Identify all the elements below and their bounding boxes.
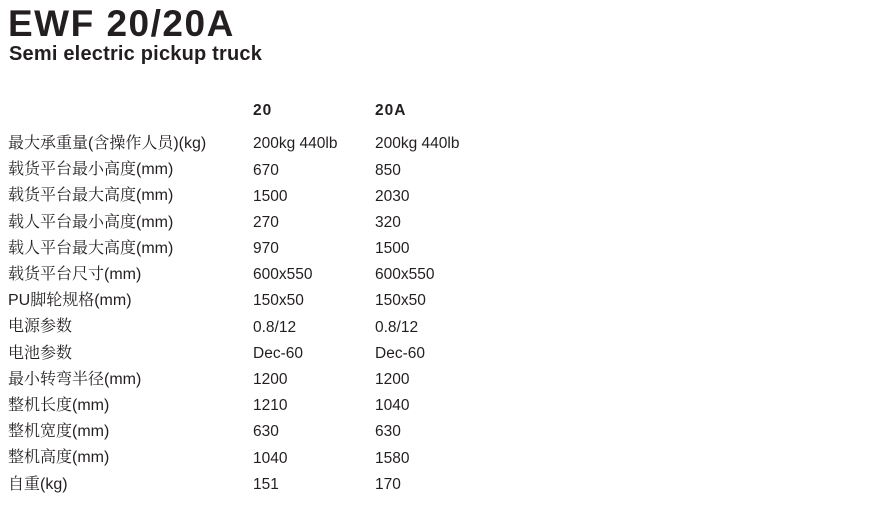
spec-value-20a: 1040 (375, 397, 410, 415)
table-row (8, 131, 568, 157)
spec-label: 电源参数 (8, 318, 73, 336)
spec-value-20: 600x550 (253, 266, 313, 284)
table-row (8, 210, 568, 236)
spec-value-20: 670 (253, 161, 279, 179)
spec-value-20a: 150x50 (375, 292, 426, 310)
table-row (8, 157, 568, 183)
spec-value-20a: 600x550 (375, 266, 435, 284)
table-row (8, 471, 568, 497)
spec-label: 载货平台尺寸(mm) (8, 266, 142, 284)
spec-label: 载货平台最小高度(mm) (8, 161, 174, 179)
spec-value-20a: 1580 (375, 449, 410, 467)
spec-value-20a: 1200 (375, 371, 410, 389)
spec-value-20a: 170 (375, 475, 401, 493)
page-title: EWF 20/20A (8, 3, 235, 44)
spec-label: 载货平台最大高度(mm) (8, 187, 174, 205)
table-row (8, 393, 568, 419)
spec-value-20a: 200kg 440lb (375, 135, 460, 153)
table-row (8, 288, 568, 314)
spec-value-20a: 850 (375, 161, 401, 179)
table-row (8, 236, 568, 262)
spec-value-20a: 630 (375, 423, 401, 441)
spec-value-20: 150x50 (253, 292, 304, 310)
spec-label: 电池参数 (8, 344, 73, 362)
spec-label: 最大承重量(含操作人员)(kg) (8, 135, 207, 153)
spec-value-20: 151 (253, 475, 279, 493)
spec-label: PU脚轮规格(mm) (8, 292, 132, 310)
spec-value-20: 630 (253, 423, 279, 441)
spec-table (8, 101, 568, 498)
spec-label: 整机长度(mm) (8, 396, 110, 414)
table-row (8, 314, 568, 340)
spec-value-20: 0.8/12 (253, 318, 297, 336)
spec-value-20: Dec-60 (253, 344, 303, 362)
spec-value-20: 1210 (253, 397, 288, 415)
spec-value-20: 270 (253, 213, 279, 231)
spec-value-20a: 320 (375, 213, 401, 231)
spec-value-20a: 1500 (375, 240, 410, 258)
spec-label: 载人平台最大高度(mm) (8, 239, 174, 257)
spec-value-20: 970 (253, 240, 279, 258)
table-body (8, 131, 568, 498)
table-row (8, 183, 568, 209)
page-subtitle: Semi electric pickup truck (9, 43, 263, 65)
table-row (8, 341, 568, 367)
spec-label: 载人平台最小高度(mm) (8, 213, 174, 231)
table-row (8, 419, 568, 445)
spec-value-20a: 2030 (375, 187, 410, 205)
spec-value-20: 1040 (253, 449, 288, 467)
spec-value-20a: Dec-60 (375, 344, 425, 362)
spec-label: 自重(kg) (8, 475, 68, 493)
table-row (8, 262, 568, 288)
column-header-20: 20 (253, 102, 273, 119)
spec-label: 整机宽度(mm) (8, 423, 110, 441)
column-header-20a: 20A (375, 102, 407, 119)
spec-value-20: 1500 (253, 187, 288, 205)
spec-value-20: 1200 (253, 371, 288, 389)
spec-label: 整机高度(mm) (8, 449, 110, 467)
table-row (8, 367, 568, 393)
table-header-row (8, 101, 568, 131)
spec-label: 最小转弯半径(mm) (8, 370, 142, 388)
spec-value-20: 200kg 440lb (253, 135, 338, 153)
table-row (8, 445, 568, 471)
spec-value-20a: 0.8/12 (375, 318, 419, 336)
